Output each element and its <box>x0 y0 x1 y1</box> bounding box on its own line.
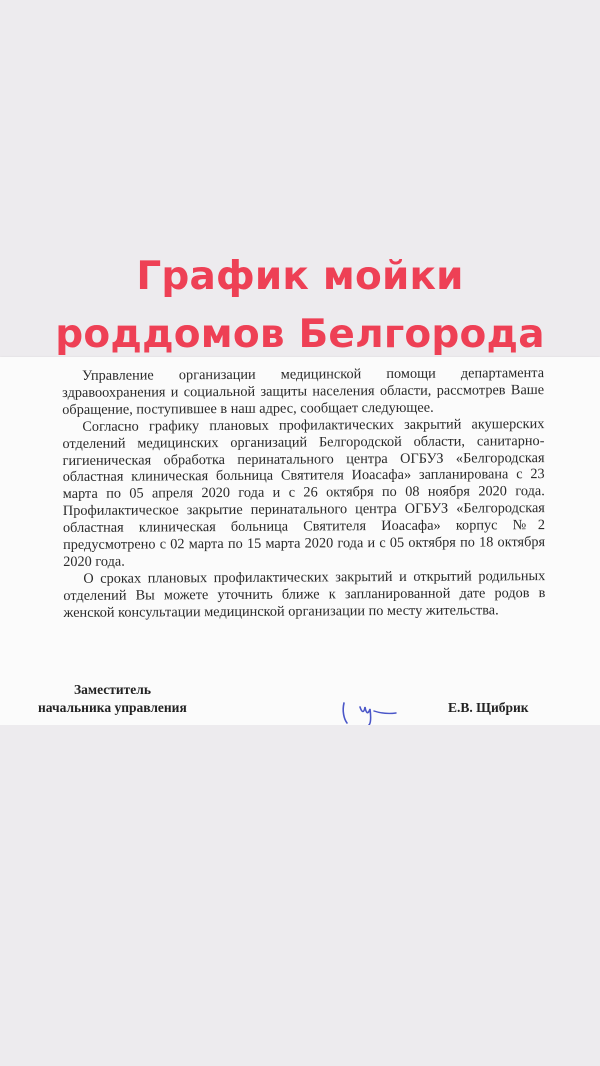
signatory-title-line-1: Заместитель <box>74 682 151 697</box>
letter-body <box>62 365 546 622</box>
signature-block <box>0 681 600 723</box>
signatory-title <box>38 681 187 717</box>
letter-document <box>0 357 600 725</box>
signatory-name: Е.В. Щибрик <box>448 700 529 715</box>
handwritten-signature <box>338 693 398 725</box>
letter-paragraph-2: Согласно графику плановых профилактических закрытий акушерских отделений медицинских организаций Белгородской области, санитарно-гигиеническая обработка перинатального центра ОГБУЗ «Белгородская областная клиническая больница Святителя Иоасафа» запланирована с 23 марта по 05 апреля 2020 года и с 26 октября по 08 ноября 2020 года. Профилактическое закрытие перинатального центра ОГБУЗ «Белгородская областная клиническая больница Святителя Иоасафа» корпус №2 предусмотрено с 02 марта по 15 марта 2020 года и с 05 октября по 18 октября 2020 года. <box>62 415 546 570</box>
headline-line-2: роддомов Белгорода <box>55 312 545 357</box>
headline-title <box>0 248 600 364</box>
signatory-title-line-2: начальника управления <box>38 700 187 715</box>
letter-paragraph-1: Управление организации медицинской помощи департамента здравоохранения и социальной защиты населения области, рассмотрев Ваше обращение, поступившее в наш адрес, сообщает следующее. <box>62 365 545 418</box>
bottom-background <box>0 725 600 1066</box>
headline-line-1: График мойки <box>136 254 464 299</box>
letter-paragraph-3: О сроках плановых профилактических закрытий и открытий родильных отделений Вы можете уточнить ближе к запланированной дате родов в женской консультации медицинской организации по месту жительства. <box>63 567 546 621</box>
